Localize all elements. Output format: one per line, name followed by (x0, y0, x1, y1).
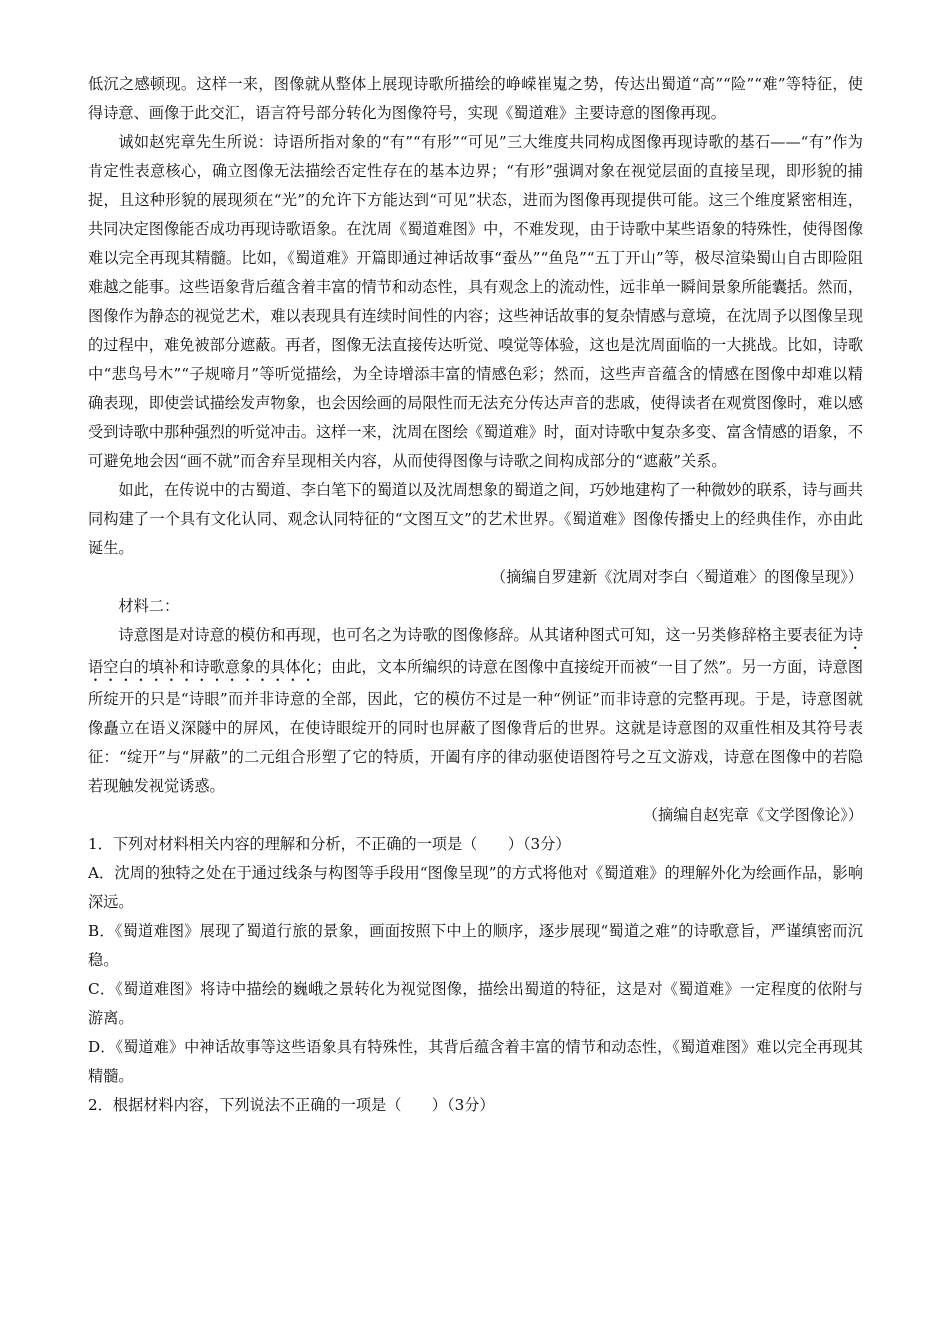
question-1-option-a: A．沈周的独特之处在于通过线条与构图等手段用“图像呈现”的方式将他对《蜀道难》的理解外化为绘画作品，影响深远。 (88, 864, 863, 911)
question-1-stem: 1．下列对材料相关内容的理解和分析，不正确的一项是（ ）（3分） (88, 835, 571, 853)
source-citation-1: （摘编自罗建新《沈周对李白〈蜀道难〉的图像呈现》） (490, 568, 863, 586)
material-2-dotted-text: 诗语空白的填补和诗歌意象的具体化 (88, 626, 863, 676)
paragraph-continued: 低沉之感顿现。这样一来，图像就从整体上展现诗歌所描绘的峥嵘崔嵬之势，传达出蜀道“高”“险”“难”等特征，使得诗意、画像于此交汇，语言符号部分转化为图像符号，实现《蜀道难》主要诗意的图像再现。 (88, 75, 863, 122)
question-2-stem: 2．根据材料内容，下列说法不正确的一项是（ ）（3分） (88, 1096, 495, 1114)
material-2-paragraph (88, 621, 863, 801)
question-1-option-b: B．《蜀道难图》展现了蜀道行旅的景象，画面按照下中上的顺序，逐步展现“蜀道之难”的诗歌意旨，严谨缜密而沉稳。 (88, 922, 863, 969)
material-2-text-b: ；由此，文本所编织的诗意在图像中直接绽开而被“一目了然”。另一方面，诗意图所绽开的只是“诗眼”而并非诗意的全部，因此，它的模仿不过是一种“例证”而非诗意的完整再现。于是，诗意图就像矗立在语义深隧中的屏风，在使诗眼绽开的同时也屏蔽了图像背后的世界。这就是诗意图的双重性相及其符号表征：“绽开”与“屏蔽”的二元组合形塑了它的特质，开阖有序的律动驱使语图符号之互文游戏，诗意在图像中的若隐若现触发视觉诱惑。 (88, 658, 864, 795)
question-1-option-d: D．《蜀道难》中神话故事等这些语象具有特殊性，其背后蕴含着丰富的情节和动态性，《蜀道难图》难以完全再现其精髓。 (88, 1038, 863, 1085)
paragraph-zhao-xianzhang: 诚如赵宪章先生所说：诗语所指对象的“有”“有形”“可见”三大维度共同构成图像再现诗歌的基石——“有”作为肯定性表意核心，确立图像无法描绘否定性存在的基本边界；“有形”强调对象在视觉层面的直接呈现，即形貌的捕捉，且这种形貌的展现须在“光”的允许下方能达到“可见”状态，进而为图像再现提供可能。这三个维度紧密相连，共同决定图像能否成功再现诗歌语象。在沈周《蜀道难图》中，不难发现，由于诗歌中某些语象的特殊性，使得图像难以完全再现其精髓。比如，《蜀道难》开篇即通过神话故事“蚕丛”“鱼凫”“五丁开山”等，极尽渲染蜀山自古即险阻难越之能事。这些语象背后蕴含着丰富的情节和动态性，具有观念上的流动性，远非单一瞬间景象所能囊括。然而，图像作为静态的视觉艺术，难以表现具有连续时间性的内容；这些神话故事的复杂情感与意境，在沈周予以图像呈现的过程中，难免被部分遮蔽。再者，图像无法直接传达听觉、嗅觉等体验，这也是沈周面临的一大挑战。比如，诗歌中“悲鸟号木”“子规啼月”等听觉描绘，为全诗增添丰富的情感色彩；然而，这些声音蕴含的情感在图像中却难以精确表现，即使尝试描绘发声物象，也会因绘画的局限性而无法充分传达声音的悲戚，使得读者在观赏图像时，难以感受到诗歌中那种强烈的听觉冲击。这样一来，沈周在图绘《蜀道难》时，面对诗歌中复杂多变、富含情感的语象，不可避免地会因“画不就”而舍弃呈现相关内容，从而使得图像与诗歌之间构成部分的“遮蔽”关系。 (88, 133, 863, 470)
material-2-text-a: 诗意图是对诗意的模仿和再现，也可名之为诗歌的图像修辞。从其诸种图式可知，这一另类修辞格主要表征为 (118, 626, 848, 644)
document-page (88, 70, 863, 1120)
question-1-option-c: C．《蜀道难图》将诗中描绘的巍峨之景转化为视觉图像，描绘出蜀道的特征，这是对《蜀道难》一定程度的依附与游离。 (88, 980, 863, 1027)
source-citation-2: （摘编自赵宪章《文学图像论》） (642, 806, 863, 824)
paragraph-ruci: 如此，在传说中的古蜀道、李白笔下的蜀道以及沈周想象的蜀道之间，巧妙地建构了一种微妙的联系，诗与画共同构建了一个具有文化认同、观念认同特征的“文图互文”的艺术世界。《蜀道难》图像传播史上的经典佳作，亦由此诞生。 (88, 481, 863, 557)
material-2-title: 材料二： (118, 597, 180, 615)
